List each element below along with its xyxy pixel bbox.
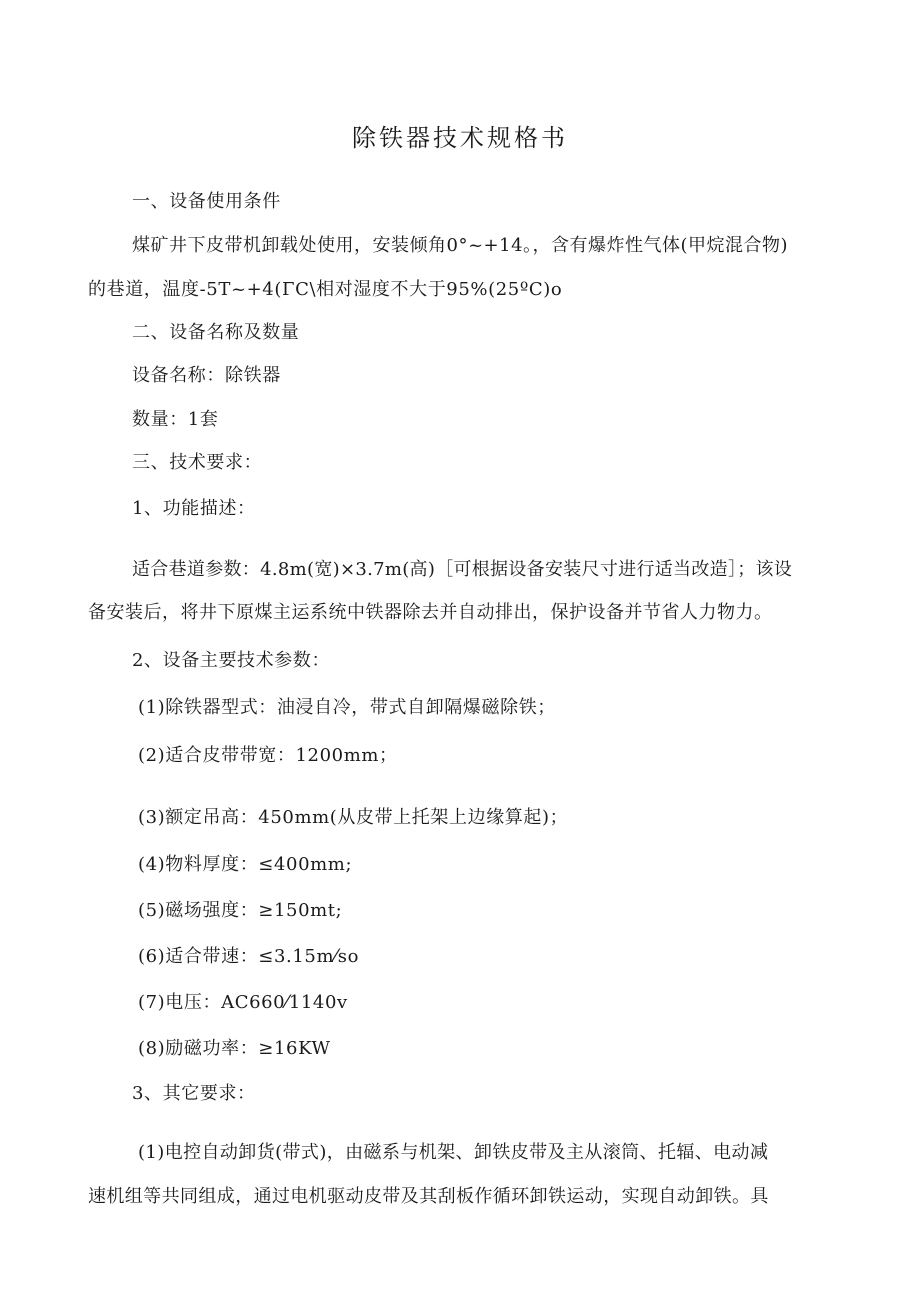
subsection-1-paragraph-line-2: 备安装后，将井下原煤主运系统中铁器除去并自动排出，保护设备并节省人力物力。 [88, 602, 773, 623]
section-2-heading: 二、设备名称及数量 [132, 322, 300, 343]
subsection-3-paragraph-line-2: 速机组等共同组成，通过电机驱动皮带及其刮板作循环卸铁运动，实现自动卸铁。具 [88, 1186, 769, 1207]
equipment-quantity: 数量：1套 [132, 409, 219, 430]
section-3-heading: 三、技术要求： [132, 452, 263, 473]
subsection-3-heading: 3、其它要求： [132, 1083, 256, 1104]
section-1-heading: 一、设备使用条件 [132, 191, 281, 212]
param-1: (1)除铁器型式：油浸自冷，带式自卸隔爆磁除铁； [138, 697, 556, 718]
subsection-2-heading: 2、设备主要技术参数： [132, 650, 331, 671]
subsection-3-paragraph-line-1: (1)电控自动卸货(带式)，由磁系与机架、卸铁皮带及主从滚筒、托辐、电动减 [138, 1142, 769, 1163]
param-4: (4)物料厚度：≤400mm; [138, 854, 353, 875]
section-1-paragraph-line-1: 煤矿井下皮带机卸载处使用，安装倾角0°~+14。，含有爆炸性气体(甲烷混合物) [132, 235, 789, 256]
param-3: (3)额定吊高：450mm(从皮带上托架上边缘算起)； [138, 807, 569, 828]
param-5: (5)磁场强度：≥150mt; [138, 900, 343, 921]
param-8: (8)励磁功率：≥16KW [138, 1038, 331, 1059]
section-1-paragraph-line-2: 的巷道，温度-5T~+4(ΓC\相对湿度不大于95%(25ºC)o [88, 279, 563, 300]
param-7: (7)电压：AC660⁄1140v [138, 992, 348, 1013]
subsection-1-heading: 1、功能描述： [132, 498, 256, 519]
equipment-name: 设备名称：除铁器 [132, 365, 281, 386]
param-6: (6)适合带速：≤3.15m⁄so [138, 946, 360, 967]
document-title: 除铁器技术规格书 [352, 124, 568, 152]
param-2: (2)适合皮带带宽：1200mm； [138, 745, 398, 766]
subsection-1-paragraph-line-1: 适合巷道参数：4.8m(宽)×3.7m(高)［可根据设备安装尺寸进行适当改造］；该设 [132, 559, 793, 580]
